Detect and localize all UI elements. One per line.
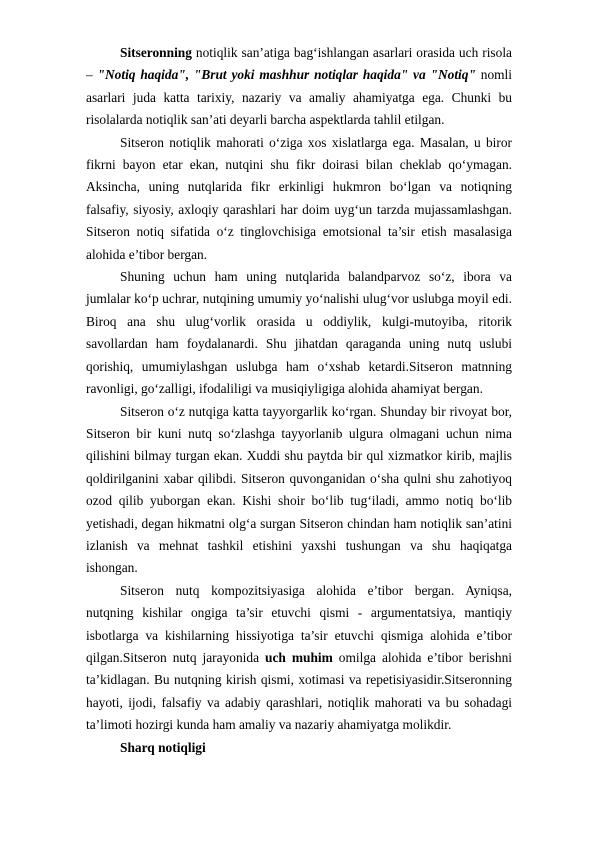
paragraph-5-text-b: omilga alohida e’tibor berishni ta’kidlagan. Bu nutqning kirish qismi, xotimasi va repetisiyasidir.Sitseronning hayoti, ijodi, falsafiy va adabiy qarashlari, notiqlik mahorati va bu sohadagi ta’limoti hozirgi kunda ham amaliy va nazariy ahamiyatga molikdir. bbox=[86, 649, 512, 733]
paragraph-5 bbox=[86, 580, 512, 737]
paragraph-1-text-b: nomli asarlari juda katta tarixiy, nazariy va amaliy ahamiyatga ega. Chunki bu risolalarda notiqlik san’ati deyarli barcha aspektlarda tahlil etilgan. bbox=[86, 67, 512, 128]
three-factors-emphasis: uch muhim bbox=[265, 649, 333, 665]
document-body bbox=[86, 42, 512, 759]
sitseron-name: Sitseronning bbox=[120, 45, 192, 60]
section-heading: Sharq notiqligi bbox=[120, 739, 206, 755]
treatise-titles: "Notiq haqida", "Brut yoki mashhur notiqlar haqida" va "Notiq" bbox=[97, 67, 476, 83]
paragraph-5-text-a: Sitseron nutq kompozitsiyasiga alohida e’tibor bergan. Ayniqsa, nutqning kishilar ongiga ta’sir etuvchi qismi - argumentatsiya, mantiqiy isbotlarga va kishilarning hissiyotiga ta’sir etuvchi qismiga alohida e’tibor qilgan.Sitseron nutq jarayonida bbox=[86, 582, 512, 665]
paragraph-3: Shuning uchun ham uning nutqlarida balandparvoz so‘z, ibora va jumlalar ko‘p uchrar, nutqining umumiy yo‘nalishi ulug‘vor uslubga moyil edi. Biroq ana shu ulug‘vorlik orasida u oddiylik, kulgi-mutoyiba, ritorik savollardan ham foydalanardi. Shu jihatdan qaraganda uning nutq uslubi qorishiq, umumiylashgan uslubga ham o‘xshab ketardi.Sitseron matnning ravonligi, go‘zalligi, ifodaliligi va musiqiyligiga alohida ahamiyat bergan. bbox=[86, 269, 512, 397]
paragraph-2: Sitseron notiqlik mahorati o‘ziga xos xislatlarga ega. Masalan, u biror fikrni bayon etar ekan, nutqini shu fikr doirasi bilan cheklab qo‘ymagan. Aksincha, uning nutqlarida fikr erkinligi hukmron bo‘lgan va notiqning falsafiy, siyosiy, axloqiy qarashlari har doim uyg‘un tarzda mujassamlashgan. Sitseron notiq sifatida o‘z tinglovchisiga emotsional ta’sir etish masalasiga alohida e’tibor bergan. bbox=[86, 134, 512, 262]
paragraph-4: Sitseron o‘z nutqiga katta tayyorgarlik ko‘rgan. Shunday bir rivoyat bor, Sitseron bir kuni nutq so‘zlashga tayyorlanib ulgura olmagani uchun nima qilishini bilmay turgan ekan. Xuddi shu paytda bir qul xizmatkor kirib, majlis qoldirilganini xabar qilibdi. Sitseron quvonganidan o‘sha qulni shu zahotiyoq ozod qilib yuborgan ekan. Kishi shoir bo‘lib tug‘iladi, ammo notiq bo‘lib yetishadi, degan hikmatni olg‘a surgan Sitseron chindan ham notiqlik san’atini izlanish va mehnat tashkil etishini yaxshi tushungan va shu haqiqatga ishongan. bbox=[86, 403, 512, 576]
paragraph-1-text-a: notiqlik san’atiga bag‘ishlangan asarlari orasida uch risola – bbox=[86, 45, 512, 83]
paragraph-1 bbox=[86, 42, 512, 132]
